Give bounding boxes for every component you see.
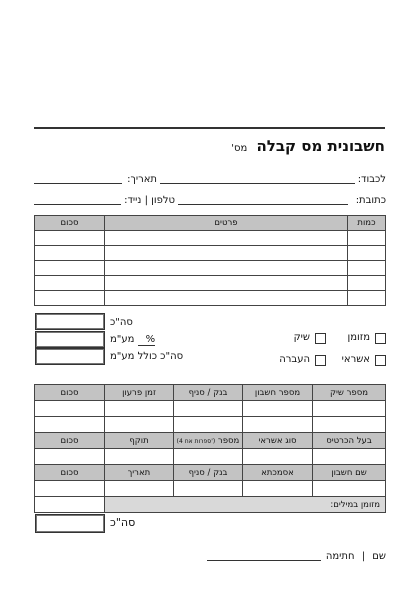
phone-label: טלפון | נייד:: [124, 195, 175, 206]
checks-header-account: מספר חשבון: [243, 385, 313, 401]
date-label: תאריך:: [127, 174, 157, 185]
signature-separator: |: [361, 551, 366, 562]
to-field[interactable]: [160, 183, 355, 184]
transfer-header-date: תאריך: [105, 465, 174, 481]
table-row: [35, 497, 386, 513]
payments-table: [34, 384, 386, 513]
signature-label: [326, 551, 386, 562]
address-field[interactable]: [178, 204, 348, 205]
check-checkbox[interactable]: [315, 333, 326, 344]
table-row: [35, 246, 386, 261]
phone-field[interactable]: [34, 204, 121, 205]
vat-box[interactable]: [35, 331, 105, 348]
items-header-amount: סכום: [35, 216, 105, 231]
checks-header-due: זמן פרעון: [105, 385, 174, 401]
table-row: [35, 401, 386, 417]
document-title: [231, 137, 385, 155]
vat-text: מע"מ: [110, 334, 135, 345]
table-row: [35, 261, 386, 276]
address-label: כתובת:: [355, 195, 386, 206]
transfer-header-reference: אסמכתא: [243, 465, 313, 481]
items-header-details: פרטים: [105, 216, 348, 231]
transfer-checkbox[interactable]: [315, 355, 326, 366]
table-row: [35, 449, 386, 465]
signature-line[interactable]: [207, 560, 321, 561]
transfer-label: העברה: [279, 354, 310, 365]
grand-total-label: סה"כ: [110, 516, 136, 529]
checks-header-bank: בנק / סניף: [174, 385, 243, 401]
checks-header-number: מספר שיק: [313, 385, 386, 401]
subtotal-box[interactable]: [35, 313, 105, 330]
items-header-qty: כמות: [348, 216, 386, 231]
table-row: [35, 276, 386, 291]
transfer-header-bank: בנק / סניף: [174, 465, 243, 481]
table-row: [35, 417, 386, 433]
table-row: [35, 481, 386, 497]
vat-percent: %: [138, 334, 156, 346]
credit-checkbox[interactable]: [375, 355, 386, 366]
items-table: [34, 215, 386, 306]
cash-checkbox[interactable]: [375, 333, 386, 344]
cash-in-words-label: מזומן במילים:: [105, 497, 386, 513]
cash-label: מזומן: [347, 332, 370, 343]
total-with-vat-label: סה"כ כולל מע"מ: [110, 351, 184, 362]
table-row: [35, 291, 386, 306]
grand-total-box[interactable]: [35, 514, 105, 533]
subtotal-label: סה"כ: [110, 317, 133, 328]
sign-label: חתימה: [325, 551, 355, 562]
title-text: חשבונית מס קבלה: [256, 137, 385, 155]
top-rule: [34, 127, 385, 129]
invoice-number-label: מס': [231, 143, 248, 154]
date-field[interactable]: [34, 183, 122, 184]
credit-header-number: [174, 433, 243, 449]
check-label: שיק: [293, 332, 310, 343]
transfer-header-account-name: שם חשבון: [313, 465, 386, 481]
credit-header-holder: בעל הכרטיס: [313, 433, 386, 449]
checks-header-amount: סכום: [35, 385, 105, 401]
credit-number-text: מספר: [217, 435, 240, 446]
transfer-header-amount: סכום: [35, 465, 105, 481]
credit-header-type: סוג אשראי: [243, 433, 313, 449]
credit-number-note: (4 ספרות אח'): [176, 437, 216, 445]
to-label: לכבוד:: [357, 174, 386, 185]
vat-label: [110, 334, 155, 345]
credit-header-expiry: תוקף: [105, 433, 174, 449]
name-label: שם: [372, 551, 386, 562]
table-row: [35, 231, 386, 246]
total-with-vat-box[interactable]: [35, 348, 105, 365]
credit-header-amount: סכום: [35, 433, 105, 449]
credit-label: אשראי: [341, 354, 370, 365]
